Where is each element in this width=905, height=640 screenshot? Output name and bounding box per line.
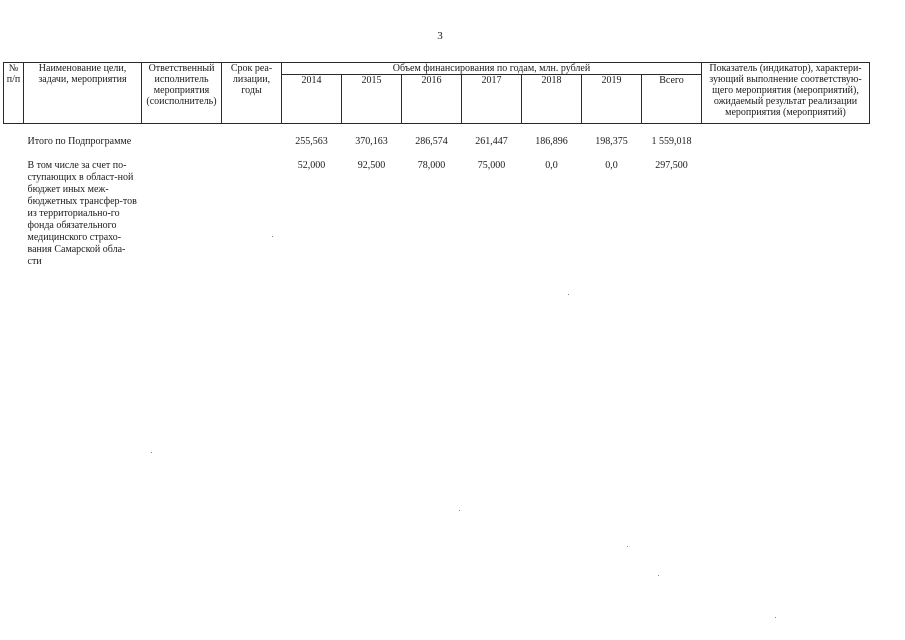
row-value-total: 297,500 — [655, 160, 688, 171]
header-indicator: Показатель (индикатор), характери-зующий выполнение соответствую-щего мероприятия (мероприятий), ожидаемый результат реализации мероприятия (мероприятий) — [702, 63, 870, 124]
page-number: 3 — [437, 30, 443, 42]
scan-speck — [272, 236, 273, 237]
header-year-2018: 2018 — [522, 75, 582, 124]
header-year-2014: 2014 — [282, 75, 342, 124]
header-executor: Ответственный исполнитель мероприятия (соисполнитель) — [142, 63, 222, 124]
scan-speck — [568, 294, 569, 295]
row-value-2016: 78,000 — [417, 160, 446, 171]
header-year-2017: 2017 — [462, 75, 522, 124]
header-number: № п/п — [4, 63, 24, 124]
table-row — [4, 160, 870, 268]
scan-speck — [658, 575, 659, 576]
scan-speck — [627, 546, 628, 547]
header-year-2016: 2016 — [402, 75, 462, 124]
scan-speck — [775, 617, 776, 618]
row-name: Итого по Подпрограмме — [27, 136, 132, 147]
row-value-2015: 92,500 — [357, 160, 386, 171]
header-name: Наименование цели, задачи, мероприятия — [24, 63, 142, 124]
row-value-2017: 75,000 — [477, 160, 506, 171]
scan-speck — [459, 510, 460, 511]
row-value-total: 1 559,018 — [651, 136, 692, 147]
row-value-2014: 255,563 — [295, 136, 328, 147]
header-total: Всего — [642, 75, 702, 124]
row-value-2017: 261,447 — [475, 136, 508, 147]
row-value-2018: 0,0 — [545, 160, 558, 171]
row-value-2019: 0,0 — [605, 160, 618, 171]
scan-speck — [151, 452, 152, 453]
header-year-2019: 2019 — [582, 75, 642, 124]
row-value-2019: 198,375 — [595, 136, 628, 147]
header-year-2015: 2015 — [342, 75, 402, 124]
row-value-2018: 186,896 — [535, 136, 568, 147]
header-funding-group: Объем финансирования по годам, млн. рублей — [282, 63, 702, 75]
row-value-2016: 286,574 — [415, 136, 448, 147]
table-row — [4, 136, 870, 148]
funding-table — [3, 62, 870, 268]
header-term: Срок реа-лизации, годы — [222, 63, 282, 124]
row-name: В том числе за счет по-ступающих в област-ной бюджет иных меж-бюджетных трансфер-тов из территориально-го фонда обязательного медицинского страхо-вания Самарской обла-сти — [27, 160, 137, 267]
row-value-2015: 370,163 — [355, 136, 388, 147]
row-value-2014: 52,000 — [297, 160, 326, 171]
